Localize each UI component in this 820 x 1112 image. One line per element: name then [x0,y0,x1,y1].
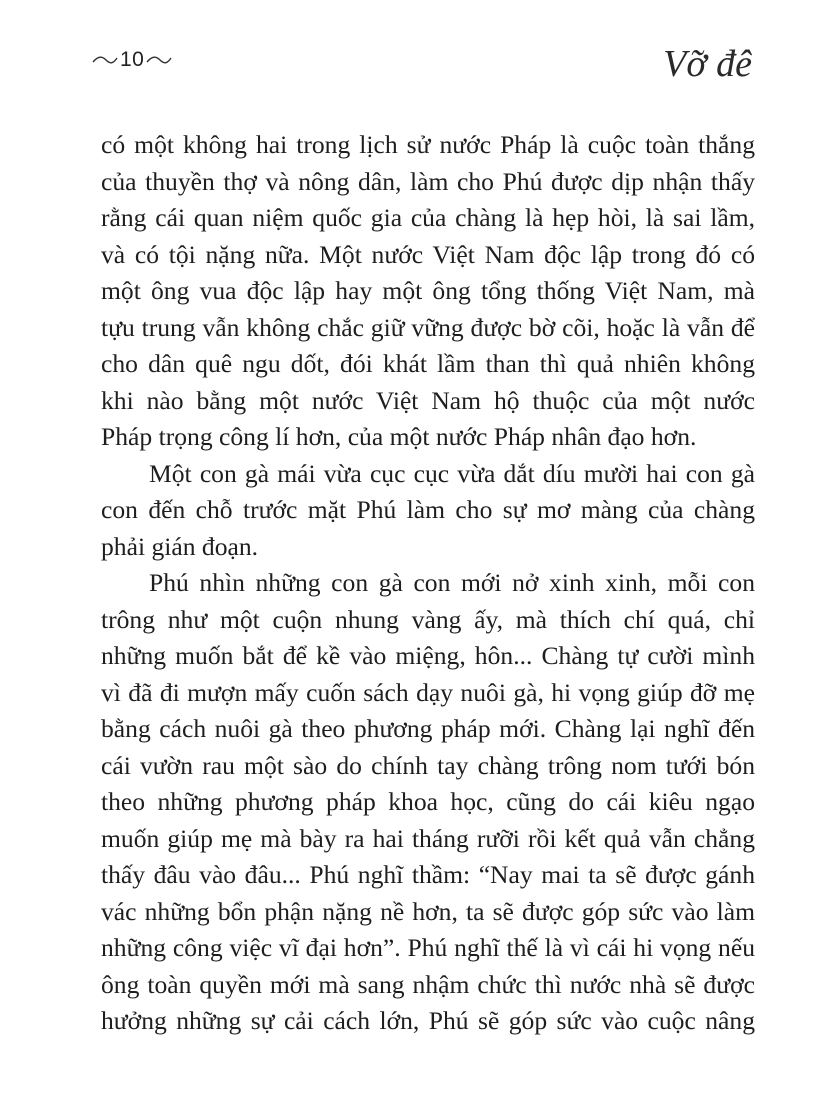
text-line: cho dân quê ngu dốt, đói khát lầm than thì quả nhiên không [101,349,755,378]
text-line: thấy đâu vào đâu... Phú nghĩ thầm: “Nay mai ta sẽ được gánh [101,860,755,889]
paragraph-3 [101,565,755,1040]
text-line: rằng cái quan niệm quốc gia của chàng là hẹp hòi, là sai lầm, [101,203,755,232]
text-line: phải gián đoạn. [101,531,259,561]
body-text [101,127,755,1040]
text-line: theo những phương pháp khoa học, cũng do cái kiêu ngạo [101,787,755,816]
text-line: và có tội nặng nữa. Một nước Việt Nam độc lập trong đó có [101,239,755,269]
text-line: hưởng những sự cải cách lớn, Phú sẽ góp sức vào cuộc nâng [101,1006,755,1035]
text-line: của thuyền thợ và nông dân, làm cho Phú được dịp nhận thấy [101,166,755,196]
paragraph-2 [101,456,755,566]
text-line: vác những bổn phận nặng nề hơn, ta sẽ được góp sức vào làm [101,896,755,926]
text-line: con đến chỗ trước mặt Phú làm cho sự mơ màng của chàng [101,495,755,524]
text-line: Phú nhìn những con gà con mới nở xinh xinh, mỗi con [149,568,755,597]
text-line: cái vườn rau một sào do chính tay chàng trông nom tưới bón [101,750,755,780]
text-line: muốn giúp mẹ mà bày ra hai tháng rưỡi rồi kết quả vẫn chẳng [101,823,755,853]
text-line: Một con gà mái vừa cục cục vừa dắt díu mười hai con gà [149,458,755,488]
text-line: một ông vua độc lập hay một ông tổng thống Việt Nam, mà [101,276,755,305]
text-line: ông toàn quyền mới mà sang nhậm chức thì nước nhà sẽ được [101,969,755,999]
text-line: những công việc vĩ đại hơn”. Phú nghĩ thế là vì cái hi vọng nếu [101,933,755,962]
text-line: khi nào bằng một nước Việt Nam hộ thuộc của một nước [101,385,755,415]
page-header [0,42,820,92]
text-line: trông như một cuộn nhung vàng ấy, mà thích chí quá, chỉ [101,604,755,634]
text-line: bằng cách nuôi gà theo phương pháp mới. Chàng lại nghĩ đến [101,714,755,743]
text-line: những muốn bắt để kề vào miệng, hôn... Chàng tự cười mình [101,641,755,670]
paragraph-1 [101,127,755,456]
text-line: vì đã đi mượn mấy cuốn sách dạy nuôi gà, hi vọng giúp đỡ mẹ [101,677,755,707]
text-line: tựu trung vẫn không chắc giữ vững được bờ cõi, hoặc là vẫn để [101,312,755,342]
running-title: Vỡ đê [663,43,752,85]
text-line: có một không hai trong lịch sử nước Pháp là cuộc toàn thắng [101,130,755,159]
left-swash-ornament [92,54,118,66]
text-line: Pháp trọng công lí hơn, của một nước Pháp nhân đạo hơn. [101,422,697,451]
right-swash-ornament [146,54,172,66]
page-number: 10 [120,48,145,71]
page-number-group [92,48,172,72]
